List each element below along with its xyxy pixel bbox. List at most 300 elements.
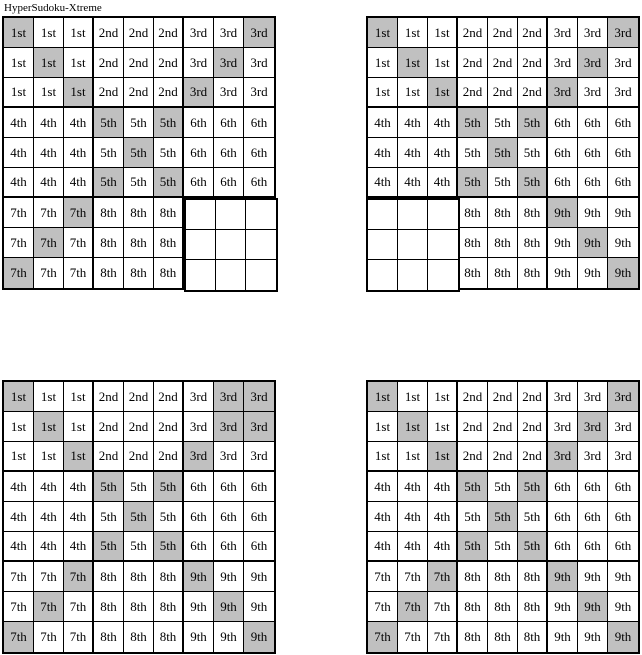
grid-cell[interactable]: 1st (428, 442, 458, 472)
grid-cell[interactable]: 3rd (548, 412, 578, 442)
grid-cell[interactable]: 9th (608, 198, 638, 228)
grid-cell[interactable]: 1st (64, 18, 94, 48)
connector-cell[interactable] (368, 230, 398, 260)
grid-cell[interactable]: 5th (458, 108, 488, 138)
sudoku-grid-bottom-right[interactable] (366, 380, 640, 654)
grid-cell[interactable]: 3rd (548, 78, 578, 108)
grid-cell[interactable]: 7th (398, 562, 428, 592)
grid-cell[interactable]: 6th (608, 108, 638, 138)
grid-cell[interactable]: 1st (428, 18, 458, 48)
grid-cell[interactable]: 6th (548, 502, 578, 532)
grid-cell[interactable]: 5th (518, 502, 548, 532)
grid-cell[interactable]: 9th (608, 592, 638, 622)
grid-cell[interactable]: 4th (428, 108, 458, 138)
grid-cell[interactable]: 9th (244, 562, 274, 592)
grid-cell[interactable]: 7th (4, 562, 34, 592)
grid-cell[interactable]: 9th (184, 622, 214, 652)
grid-cell[interactable]: 5th (518, 138, 548, 168)
grid-cell[interactable]: 3rd (214, 412, 244, 442)
grid-cell[interactable]: 7th (4, 622, 34, 652)
grid-cell[interactable]: 6th (578, 108, 608, 138)
grid-cell[interactable]: 8th (458, 562, 488, 592)
grid-cell[interactable]: 5th (94, 532, 124, 562)
grid-cell[interactable]: 2nd (458, 442, 488, 472)
grid-cell[interactable]: 1st (4, 48, 34, 78)
grid-cell[interactable]: 1st (34, 442, 64, 472)
grid-cell[interactable]: 2nd (488, 18, 518, 48)
grid-cell[interactable]: 2nd (518, 78, 548, 108)
grid-cell[interactable]: 3rd (608, 18, 638, 48)
grid-cell[interactable]: 3rd (608, 48, 638, 78)
grid-cell[interactable]: 5th (94, 168, 124, 198)
connector-cell[interactable] (216, 230, 246, 260)
connector-cell[interactable] (368, 200, 398, 230)
connector-cell[interactable] (186, 200, 216, 230)
grid-cell[interactable]: 4th (4, 532, 34, 562)
grid-cell[interactable]: 8th (458, 228, 488, 258)
grid-cell[interactable]: 3rd (578, 18, 608, 48)
grid-cell[interactable]: 1st (64, 78, 94, 108)
grid-cell[interactable]: 4th (64, 138, 94, 168)
grid-cell[interactable]: 6th (608, 168, 638, 198)
grid-cell[interactable]: 1st (34, 48, 64, 78)
grid-cell[interactable]: 1st (398, 18, 428, 48)
grid-cell[interactable]: 5th (518, 472, 548, 502)
connector-cell[interactable] (216, 200, 246, 230)
grid-cell[interactable]: 9th (548, 592, 578, 622)
grid-cell[interactable]: 3rd (608, 412, 638, 442)
grid-cell[interactable]: 6th (608, 472, 638, 502)
grid-cell[interactable]: 3rd (184, 78, 214, 108)
connector-cell[interactable] (368, 260, 398, 290)
grid-cell[interactable]: 9th (214, 562, 244, 592)
grid-cell[interactable]: 6th (244, 502, 274, 532)
grid-cell[interactable]: 3rd (244, 18, 274, 48)
grid-cell[interactable]: 8th (154, 592, 184, 622)
grid-cell[interactable]: 3rd (578, 442, 608, 472)
grid-cell[interactable]: 8th (518, 622, 548, 652)
grid-cell[interactable]: 8th (518, 258, 548, 288)
grid-cell[interactable]: 4th (4, 108, 34, 138)
grid-cell[interactable]: 2nd (518, 412, 548, 442)
grid-cell[interactable]: 8th (518, 562, 548, 592)
grid-cell[interactable]: 1st (428, 382, 458, 412)
grid-cell[interactable]: 2nd (124, 18, 154, 48)
grid-cell[interactable]: 4th (4, 472, 34, 502)
grid-cell[interactable]: 7th (64, 198, 94, 228)
grid-cell[interactable]: 6th (214, 168, 244, 198)
grid-cell[interactable]: 2nd (154, 48, 184, 78)
grid-cell[interactable]: 1st (368, 442, 398, 472)
grid-cell[interactable]: 2nd (94, 412, 124, 442)
sudoku-grid-bottom-left[interactable] (2, 380, 276, 654)
grid-cell[interactable]: 5th (154, 108, 184, 138)
connector-cell[interactable] (246, 200, 276, 230)
grid-cell[interactable]: 1st (368, 382, 398, 412)
connector-cell[interactable] (398, 260, 428, 290)
grid-cell[interactable]: 7th (368, 562, 398, 592)
grid-cell[interactable]: 5th (488, 502, 518, 532)
grid-cell[interactable]: 4th (368, 138, 398, 168)
grid-cell[interactable]: 5th (458, 138, 488, 168)
grid-cell[interactable]: 1st (64, 442, 94, 472)
grid-cell[interactable]: 7th (64, 622, 94, 652)
grid-cell[interactable]: 4th (368, 502, 398, 532)
grid-cell[interactable]: 3rd (578, 48, 608, 78)
grid-cell[interactable]: 4th (64, 108, 94, 138)
grid-cell[interactable]: 8th (94, 228, 124, 258)
grid-cell[interactable]: 2nd (124, 382, 154, 412)
grid-cell[interactable]: 5th (124, 472, 154, 502)
grid-cell[interactable]: 6th (184, 168, 214, 198)
grid-cell[interactable]: 6th (184, 532, 214, 562)
grid-cell[interactable]: 3rd (184, 442, 214, 472)
grid-cell[interactable]: 6th (214, 472, 244, 502)
grid-cell[interactable]: 7th (368, 622, 398, 652)
grid-cell[interactable]: 4th (34, 532, 64, 562)
grid-cell[interactable]: 8th (488, 258, 518, 288)
grid-cell[interactable]: 3rd (548, 48, 578, 78)
grid-cell[interactable]: 6th (578, 168, 608, 198)
grid-cell[interactable]: 2nd (488, 382, 518, 412)
grid-cell[interactable]: 8th (154, 228, 184, 258)
grid-cell[interactable]: 1st (428, 48, 458, 78)
grid-cell[interactable]: 8th (154, 198, 184, 228)
grid-cell[interactable]: 4th (428, 138, 458, 168)
grid-cell[interactable]: 8th (458, 592, 488, 622)
grid-cell[interactable]: 1st (398, 48, 428, 78)
grid-cell[interactable]: 1st (34, 412, 64, 442)
grid-cell[interactable]: 8th (94, 258, 124, 288)
grid-cell[interactable]: 6th (608, 138, 638, 168)
grid-cell[interactable]: 1st (368, 18, 398, 48)
grid-cell[interactable]: 9th (578, 562, 608, 592)
grid-cell[interactable]: 9th (608, 622, 638, 652)
grid-cell[interactable]: 7th (4, 592, 34, 622)
grid-cell[interactable]: 4th (398, 502, 428, 532)
grid-cell[interactable]: 5th (124, 168, 154, 198)
grid-cell[interactable]: 5th (458, 168, 488, 198)
grid-cell[interactable]: 3rd (608, 382, 638, 412)
grid-cell[interactable]: 9th (214, 622, 244, 652)
grid-cell[interactable]: 6th (548, 532, 578, 562)
grid-cell[interactable]: 2nd (124, 48, 154, 78)
connector-cell[interactable] (186, 230, 216, 260)
grid-cell[interactable]: 1st (4, 442, 34, 472)
grid-cell[interactable]: 1st (398, 442, 428, 472)
grid-cell[interactable]: 8th (518, 228, 548, 258)
grid-cell[interactable]: 5th (124, 108, 154, 138)
grid-cell[interactable]: 5th (94, 502, 124, 532)
connector-cell[interactable] (398, 200, 428, 230)
grid-cell[interactable]: 8th (94, 622, 124, 652)
grid-cell[interactable]: 2nd (154, 382, 184, 412)
grid-cell[interactable]: 8th (154, 258, 184, 288)
grid-cell[interactable]: 2nd (458, 382, 488, 412)
grid-cell[interactable]: 2nd (488, 442, 518, 472)
grid-cell[interactable]: 1st (398, 412, 428, 442)
grid-cell[interactable]: 6th (214, 138, 244, 168)
grid-cell[interactable]: 5th (458, 502, 488, 532)
grid-cell[interactable]: 8th (94, 592, 124, 622)
grid-cell[interactable]: 6th (244, 138, 274, 168)
grid-cell[interactable]: 6th (548, 472, 578, 502)
grid-cell[interactable]: 4th (34, 472, 64, 502)
grid-cell[interactable]: 2nd (154, 442, 184, 472)
grid-cell[interactable]: 3rd (244, 442, 274, 472)
grid-cell[interactable]: 2nd (488, 78, 518, 108)
grid-cell[interactable]: 3rd (184, 18, 214, 48)
connector-cell[interactable] (428, 260, 458, 290)
grid-cell[interactable]: 9th (578, 622, 608, 652)
grid-cell[interactable]: 1st (34, 78, 64, 108)
grid-cell[interactable]: 7th (34, 592, 64, 622)
grid-cell[interactable]: 9th (578, 198, 608, 228)
grid-cell[interactable]: 9th (548, 562, 578, 592)
grid-cell[interactable]: 5th (518, 532, 548, 562)
grid-cell[interactable]: 4th (34, 138, 64, 168)
grid-cell[interactable]: 1st (428, 412, 458, 442)
connector-cell[interactable] (428, 230, 458, 260)
grid-cell[interactable]: 1st (368, 48, 398, 78)
grid-cell[interactable]: 1st (34, 382, 64, 412)
grid-cell[interactable]: 1st (368, 78, 398, 108)
grid-cell[interactable]: 9th (608, 228, 638, 258)
grid-cell[interactable]: 6th (578, 138, 608, 168)
grid-cell[interactable]: 4th (368, 108, 398, 138)
grid-cell[interactable]: 4th (398, 532, 428, 562)
grid-cell[interactable]: 7th (34, 198, 64, 228)
grid-cell[interactable]: 4th (398, 138, 428, 168)
grid-cell[interactable]: 5th (94, 108, 124, 138)
grid-cell[interactable]: 5th (488, 532, 518, 562)
grid-cell[interactable]: 2nd (458, 412, 488, 442)
grid-cell[interactable]: 3rd (244, 48, 274, 78)
grid-cell[interactable]: 5th (154, 502, 184, 532)
grid-cell[interactable]: 5th (458, 472, 488, 502)
grid-cell[interactable]: 3rd (578, 78, 608, 108)
grid-cell[interactable]: 5th (94, 138, 124, 168)
grid-cell[interactable]: 5th (154, 532, 184, 562)
grid-cell[interactable]: 6th (214, 502, 244, 532)
grid-cell[interactable]: 6th (244, 472, 274, 502)
grid-cell[interactable]: 2nd (154, 78, 184, 108)
grid-cell[interactable]: 7th (4, 228, 34, 258)
grid-cell[interactable]: 5th (154, 138, 184, 168)
grid-cell[interactable]: 6th (184, 108, 214, 138)
grid-cell[interactable]: 3rd (184, 48, 214, 78)
grid-cell[interactable]: 7th (34, 562, 64, 592)
connector-cell[interactable] (216, 260, 246, 290)
grid-cell[interactable]: 3rd (244, 382, 274, 412)
grid-cell[interactable]: 5th (488, 168, 518, 198)
grid-cell[interactable]: 2nd (154, 18, 184, 48)
grid-cell[interactable]: 2nd (518, 442, 548, 472)
grid-cell[interactable]: 8th (94, 562, 124, 592)
grid-cell[interactable]: 2nd (124, 442, 154, 472)
grid-cell[interactable]: 6th (184, 502, 214, 532)
connector-cell[interactable] (428, 200, 458, 230)
grid-cell[interactable]: 8th (488, 228, 518, 258)
grid-cell[interactable]: 1st (64, 48, 94, 78)
grid-cell[interactable]: 1st (4, 78, 34, 108)
grid-cell[interactable]: 5th (518, 168, 548, 198)
grid-cell[interactable]: 3rd (184, 382, 214, 412)
grid-cell[interactable]: 3rd (214, 78, 244, 108)
grid-cell[interactable]: 5th (458, 532, 488, 562)
grid-cell[interactable]: 9th (244, 622, 274, 652)
grid-cell[interactable]: 6th (244, 108, 274, 138)
grid-cell[interactable]: 3rd (214, 48, 244, 78)
grid-cell[interactable]: 3rd (214, 18, 244, 48)
grid-cell[interactable]: 4th (64, 472, 94, 502)
grid-cell[interactable]: 9th (578, 228, 608, 258)
grid-cell[interactable]: 4th (398, 168, 428, 198)
grid-cell[interactable]: 6th (184, 138, 214, 168)
grid-cell[interactable]: 7th (398, 592, 428, 622)
grid-cell[interactable]: 1st (64, 382, 94, 412)
grid-cell[interactable]: 7th (34, 622, 64, 652)
grid-cell[interactable]: 4th (428, 502, 458, 532)
grid-cell[interactable]: 1st (34, 18, 64, 48)
grid-cell[interactable]: 4th (428, 472, 458, 502)
grid-cell[interactable]: 3rd (548, 442, 578, 472)
connector-block-left[interactable] (184, 198, 278, 292)
grid-cell[interactable]: 7th (4, 198, 34, 228)
grid-cell[interactable]: 4th (4, 138, 34, 168)
grid-cell[interactable]: 8th (124, 198, 154, 228)
grid-cell[interactable]: 6th (548, 138, 578, 168)
connector-cell[interactable] (246, 260, 276, 290)
grid-cell[interactable]: 2nd (94, 442, 124, 472)
grid-cell[interactable]: 6th (244, 532, 274, 562)
grid-cell[interactable]: 9th (608, 562, 638, 592)
grid-cell[interactable]: 7th (64, 258, 94, 288)
grid-cell[interactable]: 7th (64, 562, 94, 592)
grid-cell[interactable]: 8th (458, 198, 488, 228)
grid-cell[interactable]: 5th (94, 472, 124, 502)
grid-cell[interactable]: 6th (578, 472, 608, 502)
grid-cell[interactable]: 8th (518, 592, 548, 622)
grid-cell[interactable]: 7th (398, 622, 428, 652)
connector-cell[interactable] (398, 230, 428, 260)
grid-cell[interactable]: 4th (34, 108, 64, 138)
grid-cell[interactable]: 7th (34, 228, 64, 258)
grid-cell[interactable]: 8th (124, 562, 154, 592)
grid-cell[interactable]: 3rd (548, 382, 578, 412)
grid-cell[interactable]: 9th (578, 592, 608, 622)
grid-cell[interactable]: 1st (368, 412, 398, 442)
grid-cell[interactable]: 7th (368, 592, 398, 622)
grid-cell[interactable]: 2nd (94, 78, 124, 108)
grid-cell[interactable]: 4th (34, 168, 64, 198)
grid-cell[interactable]: 2nd (124, 412, 154, 442)
grid-cell[interactable]: 8th (488, 198, 518, 228)
grid-cell[interactable]: 9th (608, 258, 638, 288)
grid-cell[interactable]: 8th (458, 258, 488, 288)
grid-cell[interactable]: 7th (4, 258, 34, 288)
grid-cell[interactable]: 5th (518, 108, 548, 138)
grid-cell[interactable]: 8th (458, 622, 488, 652)
connector-cell[interactable] (186, 260, 216, 290)
grid-cell[interactable]: 4th (4, 168, 34, 198)
grid-cell[interactable]: 9th (214, 592, 244, 622)
grid-cell[interactable]: 9th (184, 562, 214, 592)
grid-cell[interactable]: 7th (428, 562, 458, 592)
grid-cell[interactable]: 2nd (518, 48, 548, 78)
grid-cell[interactable]: 2nd (124, 78, 154, 108)
grid-cell[interactable]: 5th (488, 472, 518, 502)
grid-cell[interactable]: 8th (488, 592, 518, 622)
grid-cell[interactable]: 5th (124, 502, 154, 532)
grid-cell[interactable]: 1st (428, 78, 458, 108)
grid-cell[interactable]: 8th (154, 562, 184, 592)
grid-cell[interactable]: 3rd (578, 382, 608, 412)
grid-cell[interactable]: 2nd (94, 382, 124, 412)
grid-cell[interactable]: 2nd (94, 18, 124, 48)
grid-cell[interactable]: 4th (64, 532, 94, 562)
grid-cell[interactable]: 3rd (608, 78, 638, 108)
grid-cell[interactable]: 8th (124, 622, 154, 652)
grid-cell[interactable]: 6th (608, 502, 638, 532)
grid-cell[interactable]: 8th (488, 622, 518, 652)
grid-cell[interactable]: 2nd (94, 48, 124, 78)
grid-cell[interactable]: 9th (184, 592, 214, 622)
grid-cell[interactable]: 7th (428, 622, 458, 652)
grid-cell[interactable]: 5th (124, 138, 154, 168)
grid-cell[interactable]: 4th (428, 168, 458, 198)
grid-cell[interactable]: 6th (608, 532, 638, 562)
grid-cell[interactable]: 2nd (488, 412, 518, 442)
grid-cell[interactable]: 8th (94, 198, 124, 228)
grid-cell[interactable]: 4th (4, 502, 34, 532)
grid-cell[interactable]: 2nd (518, 382, 548, 412)
grid-cell[interactable]: 6th (548, 108, 578, 138)
grid-cell[interactable]: 4th (398, 472, 428, 502)
grid-cell[interactable]: 4th (398, 108, 428, 138)
grid-cell[interactable]: 8th (518, 198, 548, 228)
grid-cell[interactable]: 1st (4, 18, 34, 48)
connector-block-right[interactable] (366, 198, 460, 292)
grid-cell[interactable]: 6th (184, 472, 214, 502)
grid-cell[interactable]: 5th (124, 532, 154, 562)
grid-cell[interactable]: 3rd (244, 78, 274, 108)
grid-cell[interactable]: 2nd (458, 78, 488, 108)
grid-cell[interactable]: 5th (488, 108, 518, 138)
grid-cell[interactable]: 5th (154, 168, 184, 198)
grid-cell[interactable]: 9th (244, 592, 274, 622)
grid-cell[interactable]: 1st (398, 78, 428, 108)
grid-cell[interactable]: 9th (548, 198, 578, 228)
grid-cell[interactable]: 1st (64, 412, 94, 442)
connector-cell[interactable] (246, 230, 276, 260)
grid-cell[interactable]: 3rd (214, 382, 244, 412)
grid-cell[interactable]: 6th (578, 532, 608, 562)
grid-cell[interactable]: 7th (34, 258, 64, 288)
grid-cell[interactable]: 6th (214, 532, 244, 562)
grid-cell[interactable]: 8th (488, 562, 518, 592)
grid-cell[interactable]: 7th (64, 228, 94, 258)
grid-cell[interactable]: 7th (428, 592, 458, 622)
grid-cell[interactable]: 3rd (214, 442, 244, 472)
grid-cell[interactable]: 4th (64, 502, 94, 532)
grid-cell[interactable]: 9th (548, 228, 578, 258)
grid-cell[interactable]: 1st (4, 412, 34, 442)
grid-cell[interactable]: 9th (548, 622, 578, 652)
grid-cell[interactable]: 9th (548, 258, 578, 288)
grid-cell[interactable]: 6th (214, 108, 244, 138)
grid-cell[interactable]: 3rd (608, 442, 638, 472)
